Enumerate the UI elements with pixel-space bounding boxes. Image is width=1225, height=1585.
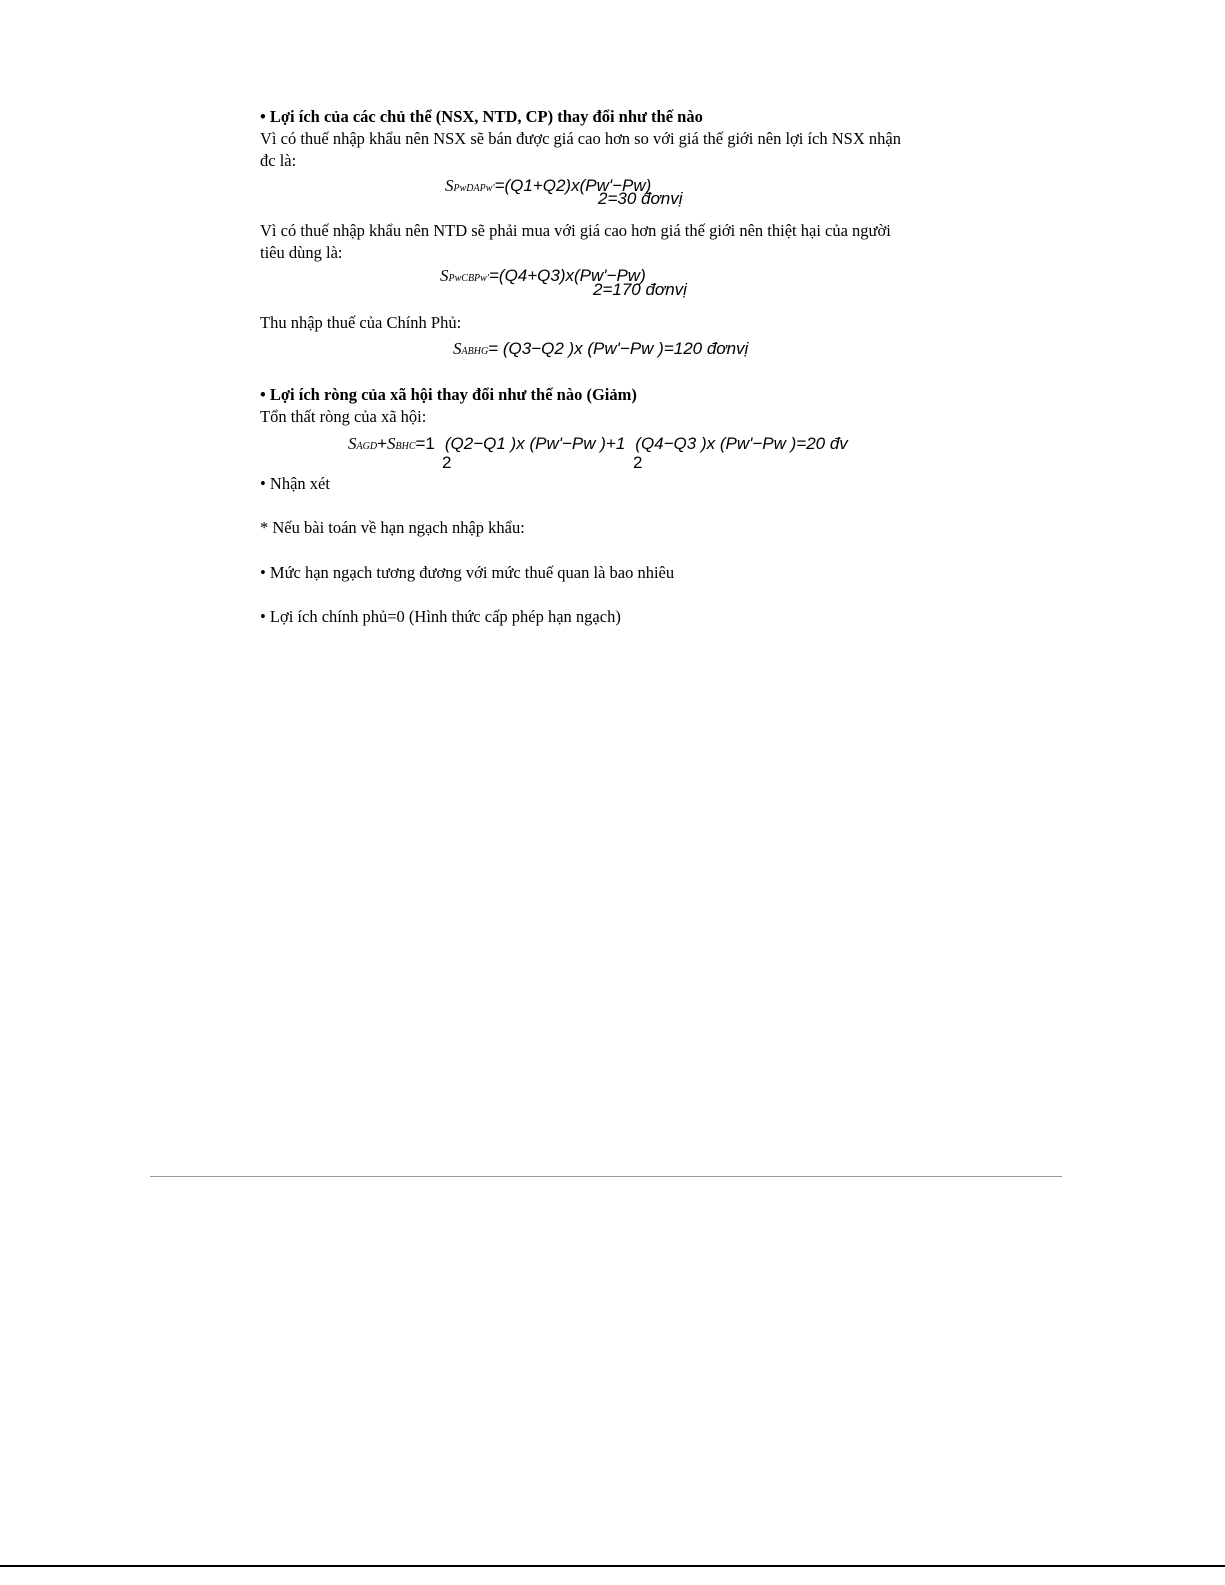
equation-government-revenue <box>453 339 748 362</box>
bottom-border <box>0 1565 1225 1567</box>
equation-consumer-result: 2=170 đơnvị <box>593 280 687 299</box>
eq4-s2: S <box>387 434 396 453</box>
eq4-plus: + <box>377 434 387 453</box>
paragraph-consumer-line2: tiêu dùng là: <box>260 243 343 262</box>
paragraph-producer-line1: Vì có thuế nhập khẩu nên NSX sẽ bán được giá cao hơn so với giá thế giới nên lợi ích NSX nhận <box>260 129 901 148</box>
equation-deadweight-loss <box>348 434 848 457</box>
paragraph-deadweight-loss: Tổn thất ròng của xã hội: <box>260 407 427 426</box>
eq3-rhs: = (Q3−Q2 )x (Pw'−Pw )=120 đơnvị <box>488 339 749 358</box>
page-separator <box>150 1176 1062 1177</box>
eq4-part1: =1 <box>415 434 435 453</box>
heading-benefits-change: • Lợi ích của các chủ thể (NSX, NTD, CP) thay đổi như thế nào <box>260 107 703 126</box>
equation-producer-result: 2=30 đơnvị <box>598 189 683 208</box>
paragraph-consumer-line1: Vì có thuế nhập khẩu nên NTD sẽ phải mua với giá cao hơn giá thế giới nên thiệt hại của người <box>260 221 891 240</box>
eq4-sub1: AGD <box>356 441 378 452</box>
paragraph-government-revenue: Thu nhập thuế của Chính Phủ: <box>260 313 462 332</box>
eq4-part3: (Q4−Q3 )x (Pw'−Pw )=20 đv <box>635 434 848 453</box>
eq4-denominator-1: 2 <box>442 453 452 472</box>
eq1-subscript: PwDAPw' <box>453 183 495 194</box>
eq2-rhs: =(Q4+Q3)x(Pw'−Pw) <box>488 266 646 285</box>
eq4-part2: (Q2−Q1 )x (Pw'−Pw )+1 <box>444 434 626 453</box>
eq3-s: S <box>453 339 462 358</box>
eq4-sub2: BHC <box>395 441 416 452</box>
eq1-s: S <box>445 176 454 195</box>
eq3-subscript: ABHG <box>461 346 489 357</box>
bullet-quota-problem: * Nếu bài toán về hạn ngạch nhập khẩu: <box>260 518 525 537</box>
eq4-s1: S <box>348 434 357 453</box>
paragraph-producer-line2: đc là: <box>260 151 297 170</box>
bullet-government-benefit: • Lợi ích chính phủ=0 (Hình thức cấp phép hạn ngạch) <box>260 607 621 626</box>
eq1-rhs: =(Q1+Q2)x(Pw'−Pw) <box>494 176 652 195</box>
heading-net-welfare: • Lợi ích ròng của xã hội thay đổi như thế nào (Giảm) <box>260 385 637 404</box>
eq2-subscript: PwCBPw' <box>448 273 489 284</box>
bullet-quota-level: • Mức hạn ngạch tương đương với mức thuế quan là bao nhiêu <box>260 563 675 582</box>
bullet-remark: • Nhận xét <box>260 474 330 493</box>
eq2-s: S <box>440 266 449 285</box>
eq4-denominator-2: 2 <box>633 453 643 472</box>
